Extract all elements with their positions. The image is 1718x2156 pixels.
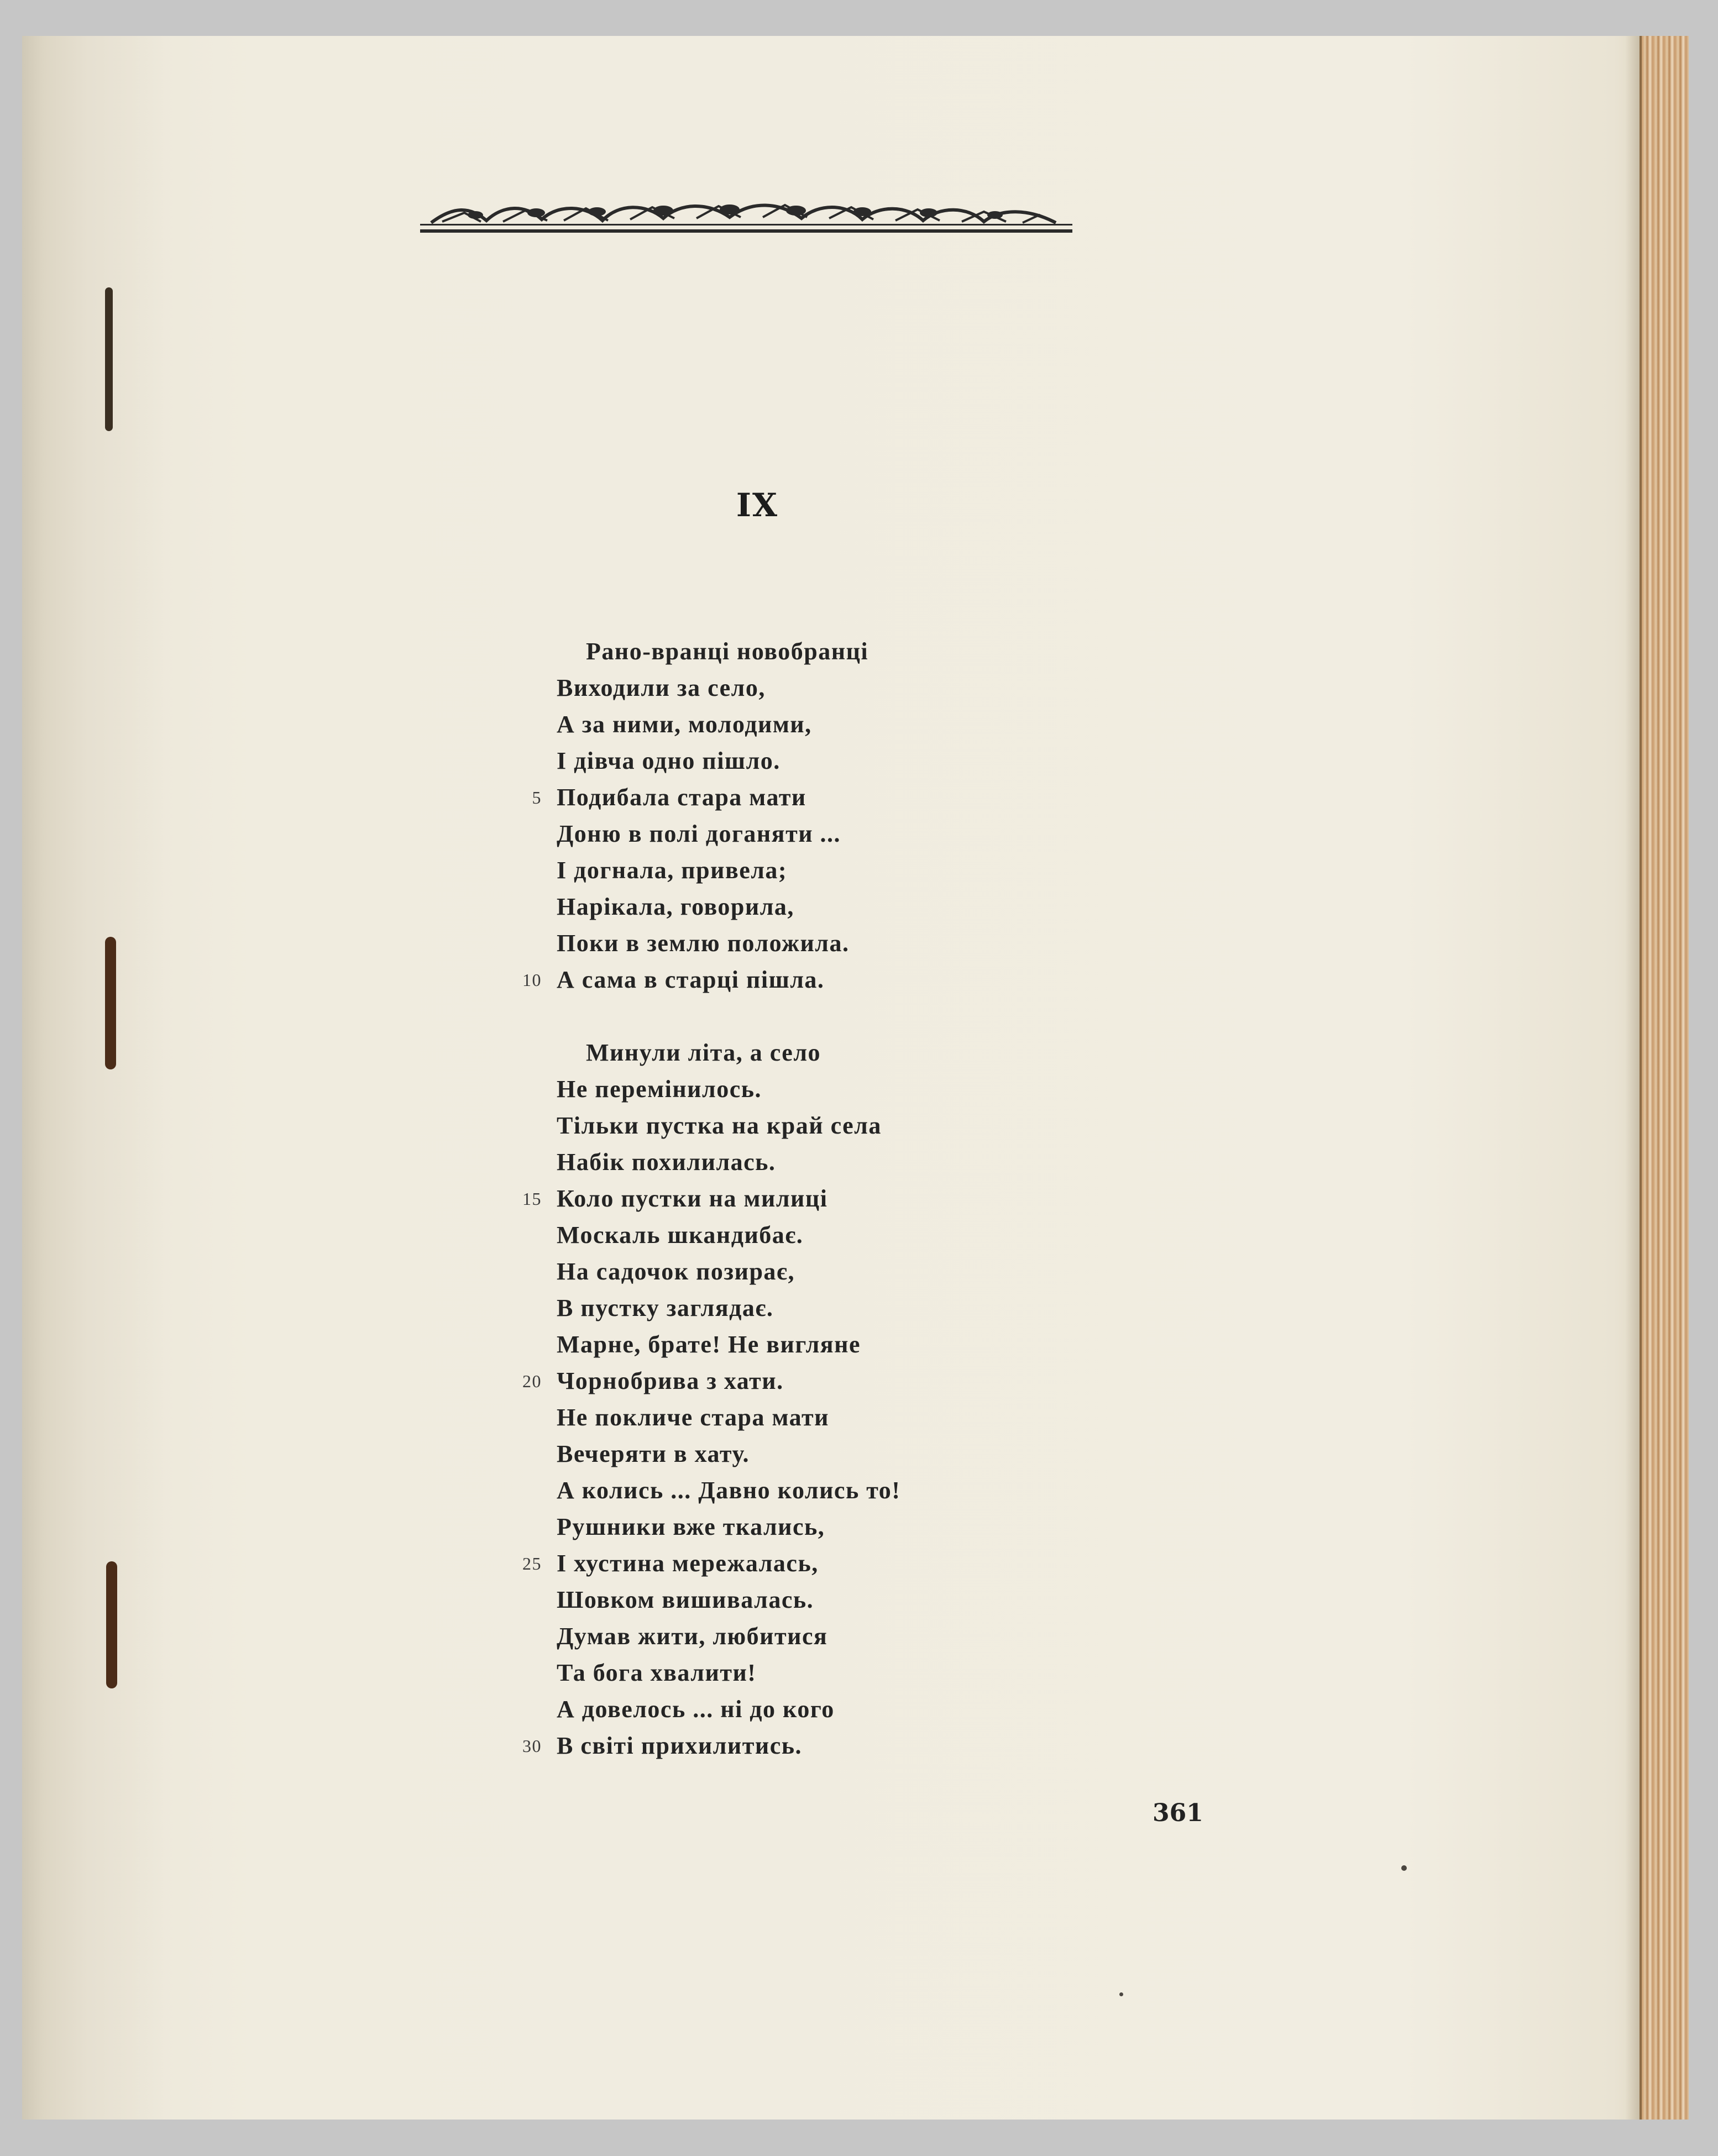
line-text: А колись ... Давно колись то! [557, 1477, 901, 1504]
paper-speck [1401, 1865, 1407, 1871]
stanza-break [0, 998, 1327, 1035]
poem-line [0, 1253, 1327, 1290]
poem-line [0, 1728, 1327, 1764]
line-text: Коло пустки на милиці [557, 1185, 828, 1212]
line-number: 25 [522, 1554, 542, 1573]
line-text: Доню в полі доганяти ... [557, 820, 841, 847]
poem-line [0, 1691, 1327, 1728]
line-text: І хустина мережалась, [557, 1550, 819, 1577]
poem-line [0, 1326, 1327, 1363]
paper-speck [1119, 1992, 1123, 1996]
poem-line [0, 779, 1327, 816]
poem-line [0, 1509, 1327, 1545]
poem [0, 633, 1327, 1764]
poem-line [0, 1035, 1327, 1071]
poem-line [0, 1472, 1327, 1509]
line-text: Думав жити, любитися [557, 1623, 828, 1650]
line-text: Та бога хвалити! [557, 1659, 757, 1686]
binding-mark [105, 287, 113, 431]
poem-line [0, 889, 1327, 925]
poem-line [0, 1290, 1327, 1326]
poem-line [0, 706, 1327, 743]
line-text: Не перемінилось. [557, 1076, 762, 1103]
line-text: Виходили за село, [557, 674, 766, 701]
poem-line [0, 1436, 1327, 1472]
line-text: Рушники вже ткались, [557, 1513, 825, 1540]
poem-line [0, 1363, 1327, 1399]
line-text: Набік похилилась. [557, 1148, 776, 1176]
line-number: 10 [522, 970, 542, 990]
line-text: Не покличе стара мати [557, 1404, 829, 1431]
poem-line [0, 633, 1327, 670]
poem-line [0, 1399, 1327, 1436]
poem-line [0, 1655, 1327, 1691]
line-text: Поки в землю положила. [557, 930, 850, 957]
line-text: Минули літа, а село [586, 1039, 821, 1066]
line-text: А за ними, молодими, [557, 711, 812, 738]
line-number: 5 [532, 788, 542, 807]
poem-line [0, 1181, 1327, 1217]
line-text: Москаль шкандибає. [557, 1221, 804, 1249]
line-number: 20 [522, 1371, 542, 1391]
poem-line [0, 1582, 1327, 1618]
poem-line [0, 1217, 1327, 1253]
poem-line [0, 1108, 1327, 1144]
poem-line [0, 852, 1327, 889]
line-text: А сама в старці пішла. [557, 966, 825, 993]
poem-line [0, 670, 1327, 706]
line-text: Нарікала, говорила, [557, 893, 794, 920]
line-text: На садочок позирає, [557, 1258, 795, 1285]
line-text: Шовком вишивалась. [557, 1586, 814, 1613]
line-text: І дівча одно пішло. [557, 747, 781, 774]
poem-line [0, 816, 1327, 852]
line-text: Марне, брате! Не вигляне [557, 1331, 861, 1358]
poem-line [0, 1545, 1327, 1582]
line-text: А довелось ... ні до кого [557, 1696, 835, 1723]
line-text: В пустку заглядає. [557, 1294, 774, 1321]
poem-line [0, 962, 1327, 998]
poem-line [0, 743, 1327, 779]
line-text: Рано-вранці новобранці [586, 638, 869, 665]
poem-line [0, 1618, 1327, 1655]
page-fore-edge [1640, 36, 1689, 2120]
page-number: 361 [1153, 1799, 1203, 1827]
line-text: Подибала стара мати [557, 784, 806, 811]
poem-line [0, 1071, 1327, 1108]
poem-line [0, 925, 1327, 962]
chapter-title: IX [736, 486, 779, 524]
floral-ornament-icon [420, 201, 1072, 239]
line-text: Вечеряти в хату. [557, 1440, 750, 1467]
line-text: В світі прихилитись. [557, 1732, 803, 1759]
poem-line [0, 1144, 1327, 1181]
line-text: Тільки пустка на край села [557, 1112, 882, 1139]
line-text: І догнала, привела; [557, 857, 788, 884]
line-text: Чорнобрива з хати. [557, 1367, 784, 1394]
line-number: 15 [522, 1189, 542, 1209]
line-number: 30 [522, 1736, 542, 1756]
